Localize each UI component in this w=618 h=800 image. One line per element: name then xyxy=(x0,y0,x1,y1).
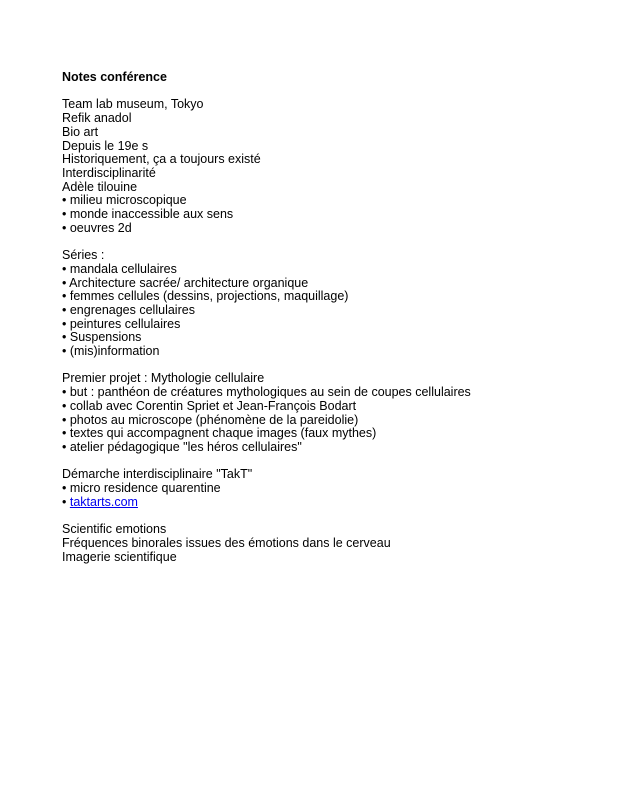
note-text: Scientific emotions xyxy=(62,522,167,537)
bullet-icon: • xyxy=(62,330,70,345)
title-block xyxy=(62,71,582,85)
bullet-icon: • xyxy=(62,426,70,441)
note-text: mandala cellulaires xyxy=(69,261,177,276)
note-line xyxy=(62,140,582,154)
note-line xyxy=(62,537,582,551)
note-line xyxy=(62,153,582,167)
series-block xyxy=(62,249,582,359)
note-text: Architecture sacrée/ architecture organique xyxy=(69,275,309,290)
note-line xyxy=(62,277,582,291)
bullet-icon: • xyxy=(62,481,70,496)
note-line xyxy=(62,482,582,496)
note-text: Démarche interdisciplinaire "TakT" xyxy=(62,467,253,482)
note-line xyxy=(62,331,582,345)
bullet-icon: • xyxy=(62,220,70,235)
note-line xyxy=(62,222,582,236)
note-text: (mis)information xyxy=(69,344,160,359)
note-line xyxy=(62,523,582,537)
note-text: but : panthéon de créatures mythologiques au sein de coupes cellulaires xyxy=(69,385,471,400)
note-line xyxy=(62,290,582,304)
note-line xyxy=(62,468,582,482)
note-line xyxy=(62,249,582,263)
note-line xyxy=(62,208,582,222)
scientific-block xyxy=(62,523,582,564)
note-line xyxy=(62,98,582,112)
note-text: femmes cellules (dessins, projections, maquillage) xyxy=(69,289,349,304)
note-text: collab avec Corentin Spriet et Jean-François Bodart xyxy=(69,398,357,413)
note-text: Adèle tilouine xyxy=(62,179,138,194)
bullet-icon: • xyxy=(62,261,70,276)
note-line xyxy=(62,167,582,181)
note-text: Team lab museum, Tokyo xyxy=(62,97,204,112)
note-line xyxy=(62,441,582,455)
bullet-icon: • xyxy=(62,412,70,427)
note-text: Séries : xyxy=(62,248,105,263)
note-line xyxy=(62,551,582,565)
bullet-icon: • xyxy=(62,302,70,317)
notes-content xyxy=(62,71,582,564)
bullet-icon: • xyxy=(62,316,70,331)
intro-block xyxy=(62,98,582,235)
note-line xyxy=(62,372,582,386)
note-text: Historiquement, ça a toujours existé xyxy=(62,152,261,167)
bullet-icon: • xyxy=(62,193,70,208)
note-text: peintures cellulaires xyxy=(69,316,181,331)
note-line xyxy=(62,400,582,414)
note-text: micro residence quarentine xyxy=(69,481,221,496)
note-text: monde inaccessible aux sens xyxy=(69,207,234,222)
note-line xyxy=(62,345,582,359)
bullet-icon: • xyxy=(62,344,70,359)
bullet-icon: • xyxy=(62,494,70,509)
note-text: engrenages cellulaires xyxy=(69,302,195,317)
document-title xyxy=(62,71,582,85)
bullet-icon: • xyxy=(62,439,70,454)
note-text: Interdisciplinarité xyxy=(62,165,156,180)
note-text: Suspensions xyxy=(69,330,142,345)
note-text: Refik anadol xyxy=(62,111,132,126)
taktarts-link-line xyxy=(62,496,582,510)
note-line xyxy=(62,181,582,195)
taktarts-link[interactable]: taktarts.com xyxy=(69,494,138,509)
premier-projet-block xyxy=(62,372,582,454)
bullet-icon: • xyxy=(62,275,70,290)
note-text: Imagerie scientifique xyxy=(62,549,177,564)
note-text: Premier projet : Mythologie cellulaire xyxy=(62,371,265,386)
note-line xyxy=(62,318,582,332)
bullet-icon: • xyxy=(62,385,70,400)
note-line xyxy=(62,304,582,318)
note-line xyxy=(62,427,582,441)
demarche-block xyxy=(62,468,582,509)
note-text: Fréquences binorales issues des émotions dans le cerveau xyxy=(62,535,391,550)
note-line xyxy=(62,414,582,428)
note-line xyxy=(62,194,582,208)
bullet-icon: • xyxy=(62,207,70,222)
bullet-icon: • xyxy=(62,398,70,413)
note-line xyxy=(62,112,582,126)
note-text: oeuvres 2d xyxy=(69,220,132,235)
note-text: atelier pédagogique "les héros cellulaires" xyxy=(69,439,302,454)
note-text: milieu microscopique xyxy=(69,193,187,208)
note-line xyxy=(62,386,582,400)
note-text: photos au microscope (phénomène de la pareidolie) xyxy=(69,412,359,427)
note-text: textes qui accompagnent chaque images (faux mythes) xyxy=(69,426,377,441)
document-title-text: Notes conférence xyxy=(62,70,167,84)
note-line xyxy=(62,126,582,140)
note-line xyxy=(62,263,582,277)
note-text: Bio art xyxy=(62,124,99,139)
note-text: Depuis le 19e s xyxy=(62,138,149,153)
bullet-icon: • xyxy=(62,289,70,304)
